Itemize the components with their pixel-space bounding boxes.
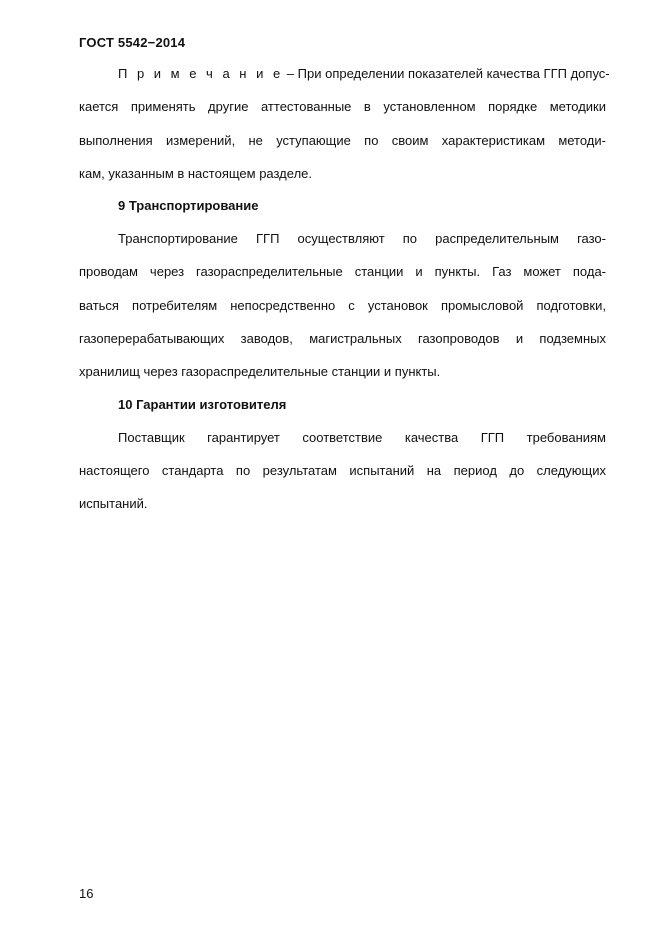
- section-9-line-3: ваться потребителям непосредственно с установок промысловой подготовки,: [79, 298, 606, 313]
- section-9-line-4: газоперерабатывающих заводов, магистральных газопроводов и подземных: [79, 331, 606, 346]
- section-10-line-2: настоящего стандарта по результатам испытаний на период до следующих: [79, 463, 606, 478]
- section-9-line-1: Транспортирование ГГП осуществляют по распределительным газо-: [118, 231, 606, 246]
- section-9-line-2: проводам через газораспределительные станции и пункты. Газ может пода-: [79, 264, 606, 279]
- section-9-line-5: хранилищ через газораспределительные станции и пункты.: [79, 364, 441, 379]
- note-label: П р и м е ч а н и е: [118, 66, 284, 81]
- section-10-line-3: испытаний.: [79, 496, 148, 511]
- note-text-1: – При определении показателей качества ГГП допус-: [283, 66, 610, 81]
- note-line-1: [118, 66, 610, 82]
- section-10-heading: 10 Гарантии изготовителя: [118, 397, 287, 412]
- note-line-4: кам, указанным в настоящем разделе.: [79, 166, 312, 181]
- section-10-line-1: Поставщик гарантирует соответствие качества ГГП требованиям: [118, 430, 606, 445]
- document-header: ГОСТ 5542−2014: [79, 35, 186, 50]
- section-9-heading: 9 Транспортирование: [118, 198, 259, 213]
- page-number: 16: [79, 886, 94, 901]
- note-line-2: кается применять другие аттестованные в установленном порядке методики: [79, 99, 606, 114]
- note-line-3: выполнения измерений, не уступающие по своим характеристикам методи-: [79, 133, 606, 148]
